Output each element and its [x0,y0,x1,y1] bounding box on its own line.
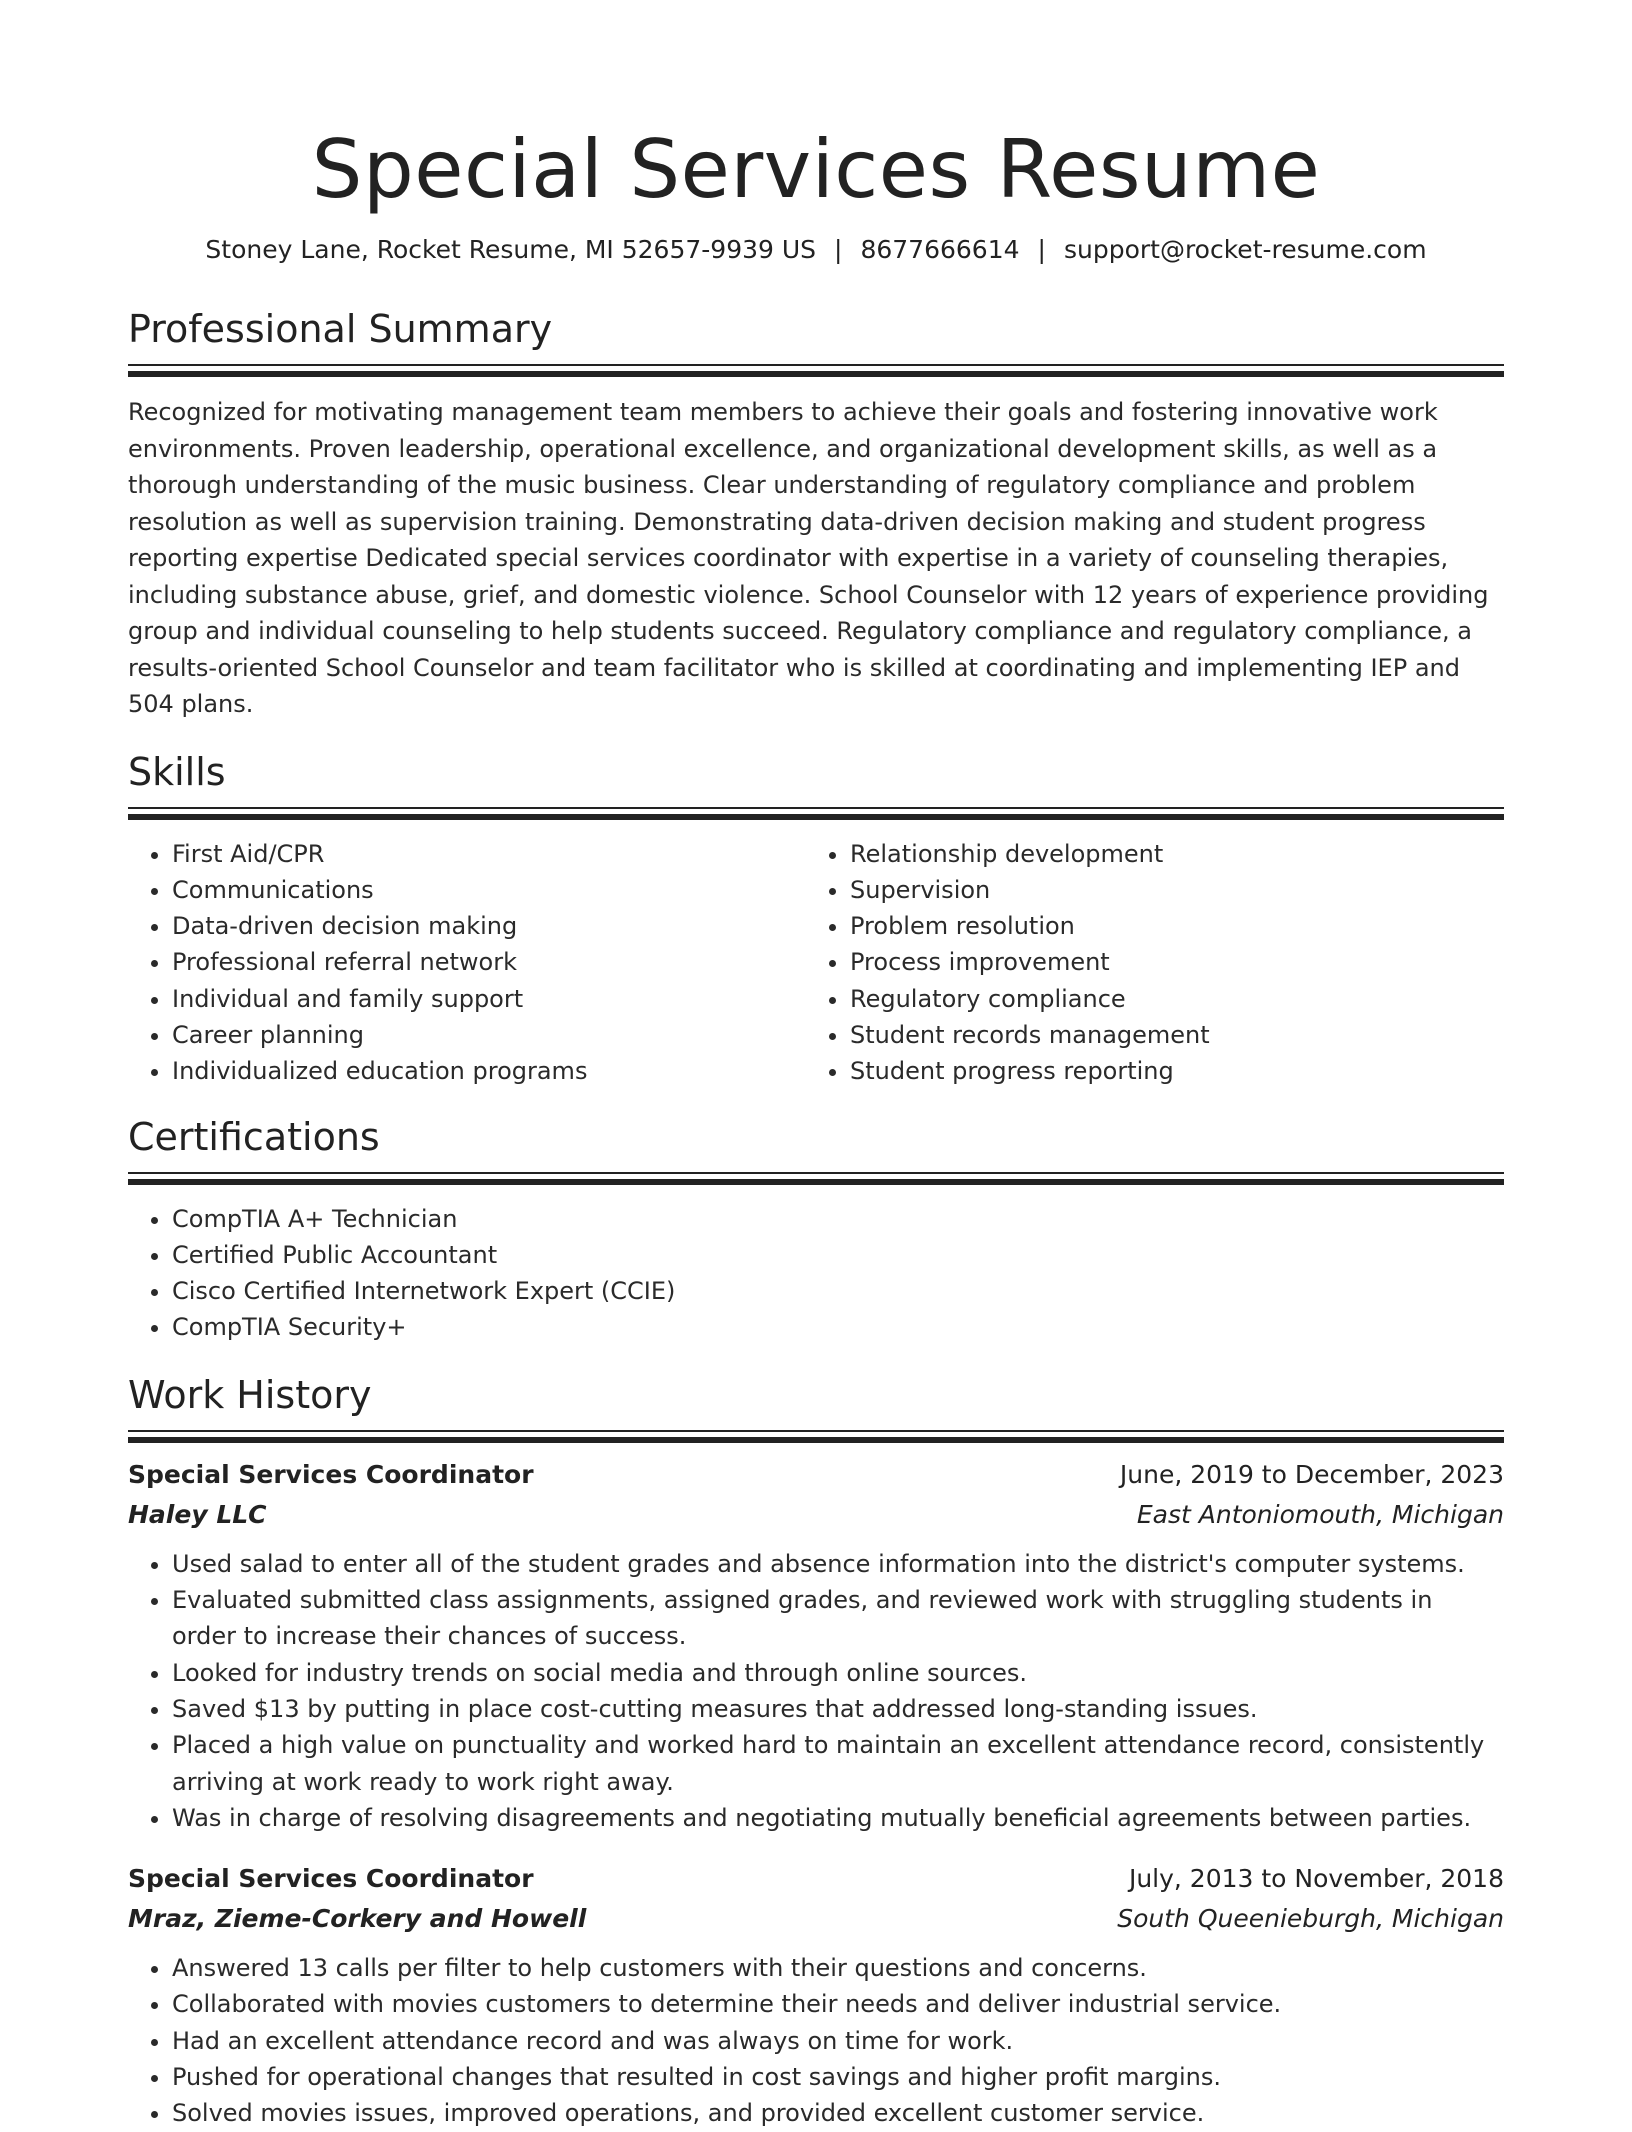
job-header-row [128,1455,1504,1495]
skill-item: • Career planning [172,1017,806,1053]
resume-page [128,0,1504,2132]
job-duty-item: • Evaluated submitted class assignments, assigned grades, and reviewed work with struggling students in order to increase their chances of success. [172,1582,1504,1655]
summary-text: Recognized for motivating management team members to achieve their goals and fostering innovative work environments. Proven leadership, operational excellence, and organizational development skills, as well as a thorough understanding of the music business. Clear understanding of regulatory compliance and problem resolution as well as supervision training. Demonstrating data-driven decision making and student progress reporting expertise Dedicated special services coordinator with expertise in a variety of counseling therapies, including substance abuse, grief, and domestic violence. School Counselor with 12 years of experience providing group and individual counseling to help students succeed. Regulatory compliance and regulatory compliance, a results-oriented School Counselor and team facilitator who is skilled at coordinating and implementing IEP and 504 plans. [128,398,1489,718]
skill-item: • Problem resolution [850,908,1484,944]
job-duties-list [128,1546,1504,1836]
skills-column-right [806,836,1484,1090]
contact-separator: | [834,235,843,264]
certification-item: • Certified Public Accountant [172,1237,1504,1273]
section-divider [128,1172,1504,1187]
section-divider [128,807,1504,822]
certifications-list [128,1201,1504,1346]
job-title: Special Services Coordinator [128,1864,534,1894]
work-history-section [128,1370,1504,2132]
job-duty-item: • Solved movies issues, improved operations, and provided excellent customer service. [172,2095,1504,2131]
skills-column-left [128,836,806,1090]
skills-heading: Skills [128,749,226,794]
skill-item: • Data-driven decision making [172,908,806,944]
job-duty-item: • Collaborated with movies customers to determine their needs and deliver industrial service. [172,1986,1504,2022]
job-company-row [128,1899,1504,1939]
skill-item: • Supervision [850,872,1484,908]
certification-item: • CompTIA A+ Technician [172,1201,1504,1237]
section-divider [128,1430,1504,1445]
skill-item: • Regulatory compliance [850,981,1484,1017]
contact-line [128,232,1504,268]
skill-item: • Relationship development [850,836,1484,872]
job-duties-list [128,1950,1504,2131]
summary-heading: Professional Summary [128,307,553,351]
job-duty-item: • Placed a high value on punctuality and worked hard to maintain an excellent attendance record, consistently arriving at work ready to work right away. [172,1727,1504,1800]
job-location: South Queenieburgh, Michigan [1117,1904,1504,1934]
work-history-heading: Work History [128,1372,372,1417]
job-dates: June, 2019 to December, 2023 [1119,1459,1504,1489]
skills-section [128,747,1504,1090]
job-duty-item: • Looked for industry trends on social media and through online sources. [172,1655,1504,1691]
job-company: Mraz, Zieme-Corkery and Howell [128,1904,587,1934]
job-company: Haley LLC [128,1499,267,1529]
skills-grid [128,836,1504,1090]
certification-item: • Cisco Certified Internetwork Expert (CCIE) [172,1273,1504,1309]
job-duty-item: • Pushed for operational changes that resulted in cost savings and higher profit margins. [172,2059,1504,2095]
skill-item: • Communications [172,872,806,908]
job-duty-item: • Saved $13 by putting in place cost-cutting measures that addressed long-standing issues. [172,1691,1504,1727]
contact-address: Stoney Lane, Rocket Resume, MI 52657-9939 US [205,235,817,264]
job-duty-item: • Used salad to enter all of the student grades and absence information into the district's computer systems. [172,1546,1504,1582]
contact-separator: | [1037,235,1046,264]
job-company-row [128,1495,1504,1535]
skill-item: • Student progress reporting [850,1053,1484,1089]
job-entry [128,1859,1504,2131]
job-title: Special Services Coordinator [128,1459,534,1489]
job-header-row [128,1859,1504,1899]
job-duty-item: • Answered 13 calls per filter to help customers with their questions and concerns. [172,1950,1504,1986]
skill-item: • Process improvement [850,944,1484,980]
summary-section [128,304,1504,723]
contact-email: support@rocket-resume.com [1063,235,1427,264]
job-location: East Antoniomouth, Michigan [1136,1499,1504,1529]
contact-phone: 8677666614 [860,235,1020,264]
skill-item: • Professional referral network [172,944,806,980]
job-duty-item: • Had an excellent attendance record and was always on time for work. [172,2023,1504,2059]
section-divider [128,364,1504,379]
certification-item: • CompTIA Security+ [172,1309,1504,1345]
skill-item: • First Aid/CPR [172,836,806,872]
job-dates: July, 2013 to November, 2018 [1128,1864,1504,1894]
job-duty-item: • Was in charge of resolving disagreements and negotiating mutually beneficial agreements between parties. [172,1800,1504,1836]
resume-title: Special Services Resume [311,123,1321,216]
job-entry [128,1455,1504,1836]
certifications-section [128,1112,1504,1346]
skill-item: • Student records management [850,1017,1484,1053]
certifications-heading: Certifications [128,1114,380,1159]
skill-item: • Individual and family support [172,981,806,1017]
skill-item: • Individualized education programs [172,1053,806,1089]
